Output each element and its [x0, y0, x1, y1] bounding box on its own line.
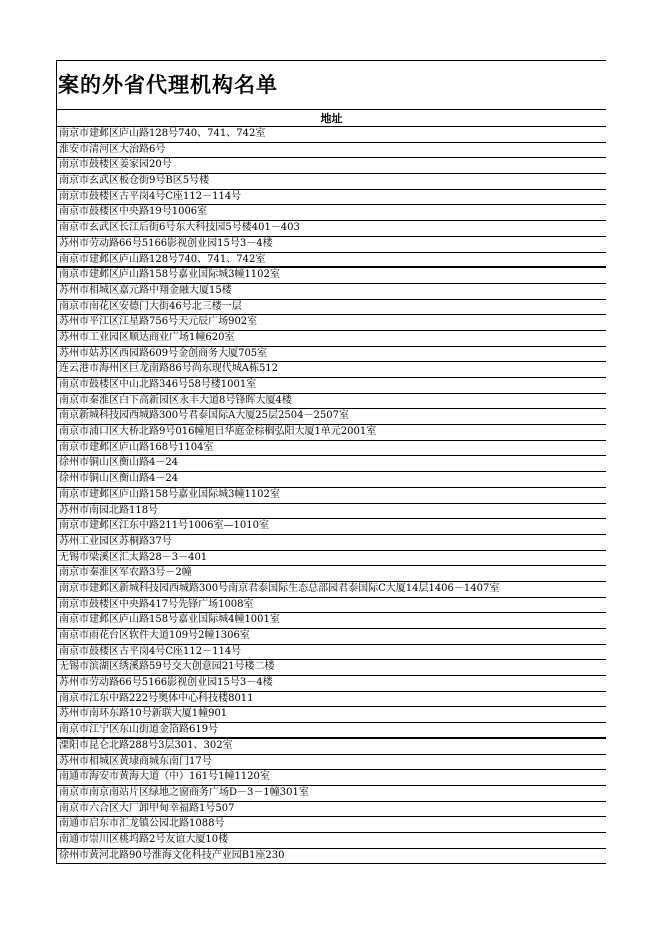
address-row: 苏州市劳动路66号5166影视创业园15号3－4楼	[57, 237, 606, 253]
address-row: 南京市鼓楼区古平岗4号C座112－114号	[57, 190, 606, 206]
address-row: 苏州工业园区苏桐路37号	[57, 535, 606, 551]
address-row: 南京市建邺区新城科技园西城路300号南京君泰国际生态总部园君泰国际C大厦14层1406－1407室	[57, 582, 606, 598]
address-row: 南京市建邺区江东中路211号1006室—1010室	[57, 519, 606, 535]
address-row: 南通市启东市汇龙镇公园北路1088号	[57, 817, 606, 833]
address-row: 南京市南花区安德门大街46号北三楼一层	[57, 300, 606, 316]
address-row: 南京市雨花台区软件大道109号2幢1306室	[57, 629, 606, 645]
address-row: 南通市海安市黄海大道（中）161号1幢1120室	[57, 770, 606, 786]
address-list	[56, 127, 606, 864]
address-row: 无锡市梁溪区汇太路28－3－401	[57, 551, 606, 567]
address-row: 南京市江宁区东山街道金箔路619号	[57, 723, 606, 739]
address-row: 徐州市铜山区衡山路4－24	[57, 456, 606, 472]
address-row: 苏州市相城区嘉元路中翔金融大厦15楼	[57, 284, 606, 300]
address-row: 苏州市南园北路118号	[57, 504, 606, 520]
address-row: 南京市建邺区庐山路128号740、741、742室	[57, 253, 606, 269]
address-row: 苏州市劳动路66号5166影视创业园15号3－4楼	[57, 676, 606, 692]
address-row: 南京市浦口区大桥北路9号016幢旭日华庭金棕榈弘阳大厦1单元2001室	[57, 425, 606, 441]
address-row: 南京市鼓楼区中山北路346号58号楼1001室	[57, 378, 606, 394]
address-row: 南京市秦淮区军农路3号－2幢	[57, 566, 606, 582]
address-row: 淮安市清河区大治路6号	[57, 143, 606, 159]
address-row: 南京市秦淮区白下高新园区永丰大道8号锋晖大厦4楼	[57, 394, 606, 410]
column-header-address: 地址	[56, 109, 606, 127]
address-row: 南京市鼓楼区古平岗4号C座112－114号	[57, 645, 606, 661]
address-row: 苏州市平江区江星路756号天元辰广场902室	[57, 315, 606, 331]
address-row: 苏州市相城区黄埭商城东南门17号	[57, 755, 606, 771]
address-row: 苏州市工业园区顺达商业广场1幢620室	[57, 331, 606, 347]
address-row: 溧阳市昆仑北路288号3层301、302室	[57, 739, 606, 755]
page-title: 案的外省代理机构名单	[58, 72, 278, 97]
address-row: 连云港市海州区巨龙南路86号尚东现代城A栋512	[57, 362, 606, 378]
address-row: 南京市建邺区庐山路168号1104室	[57, 441, 606, 457]
address-row: 无锡市滨湖区绣溪路59号交大创意园21号楼二楼	[57, 660, 606, 676]
address-row: 南京市建邺区庐山路158号嘉业国际城3幢1102室	[57, 268, 606, 284]
address-row: 南京市六合区大厂卸甲甸幸福路1号507	[57, 802, 606, 818]
address-row: 苏州市姑苏区西园路609号金创商务大厦705室	[57, 347, 606, 363]
address-row: 南京市建邺区庐山路158号嘉业国际城4幢1001室	[57, 613, 606, 629]
address-row: 南京新城科技园西城路300号君泰国际A大厦25层2504－2507室	[57, 409, 606, 425]
address-row: 南京市鼓楼区姜家园20号	[57, 158, 606, 174]
address-row: 南京市建邺区庐山路158号嘉业国际城3幢1102室	[57, 488, 606, 504]
address-row: 南通市崇川区桃坞路2号友谊大厦10楼	[57, 833, 606, 849]
address-row: 南京市江东中路222号奥体中心科技楼8011	[57, 692, 606, 708]
address-row: 南京市鼓楼区中央路19号1006室	[57, 205, 606, 221]
address-row: 苏州市南环东路10号新联大厦1幢901	[57, 707, 606, 723]
address-row: 徐州市铜山区衡山路4－24	[57, 472, 606, 488]
spreadsheet	[56, 60, 606, 864]
address-row: 徐州市黄河北路90号淮海文化科技产业园B1座230	[57, 849, 606, 865]
address-row: 南京市建邺区庐山路128号740、741、742室	[57, 127, 606, 143]
address-row: 南京市玄武区长江后街6号东大科技园5号楼401－403	[57, 221, 606, 237]
address-row: 南京市南京南站片区绿地之窗商务广场D－3－1幢301室	[57, 786, 606, 802]
address-row: 南京市玄武区板仓街9号B区5号楼	[57, 174, 606, 190]
address-row: 南京市鼓楼区中央路417号先锋广场1008室	[57, 598, 606, 614]
title-row	[56, 60, 606, 109]
